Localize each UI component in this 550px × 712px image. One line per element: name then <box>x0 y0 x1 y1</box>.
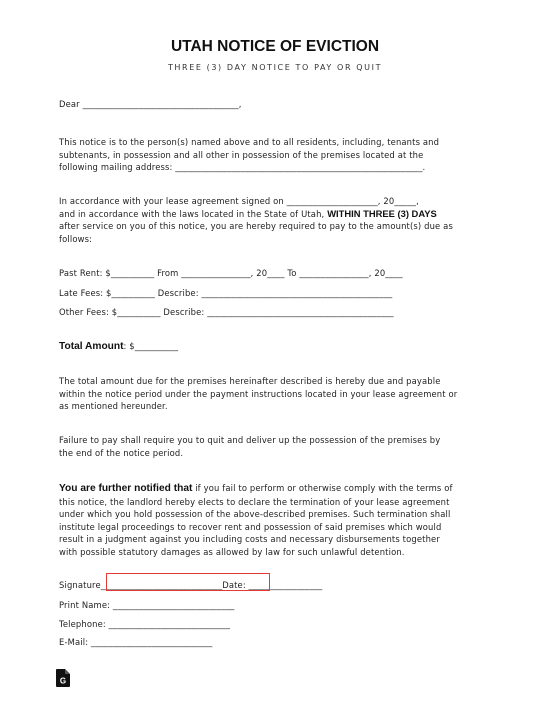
past-rent-line: Past Rent: $__________ From ________________, 20____ To ________________, 20____ <box>59 268 403 278</box>
further-line <box>59 482 499 496</box>
lease-line: In accordance with your lease agreement signed on _____________________, 20_____, <box>59 196 419 206</box>
svg-text:G: G <box>59 676 67 686</box>
print-name-line: Print Name: ____________________________ <box>59 600 235 610</box>
further-line: this notice, the landlord hereby elects to declare the termination of your lease agreement <box>59 496 450 507</box>
further-line: result in a judgment against you including costs and necessary disbursements together <box>59 534 440 545</box>
lease-line: follows: <box>59 233 93 244</box>
intro-line: This notice is to the person(s) named above and to all residents, including, tenants and <box>59 137 440 147</box>
total-amount-label: Total Amount <box>59 341 124 352</box>
lease-line <box>59 208 499 221</box>
intro-paragraph <box>59 136 499 174</box>
document-subtitle: THREE (3) DAY NOTICE TO PAY OR QUIT <box>167 63 383 72</box>
further-notified-emphasis: You are further notified that <box>59 483 193 494</box>
lease-paragraph <box>59 195 499 245</box>
other-fees-line: Other Fees: $__________ Describe: ___________________________________________ <box>59 307 394 317</box>
lease-line: after service on you of this notice, you are hereby required to pay to the amount(s) due as <box>59 221 453 232</box>
intro-line: following mailing address: _________________________________________________________. <box>59 162 426 173</box>
three-days-emphasis: WITHIN THREE (3) DAYS <box>327 207 437 219</box>
greeting-line: Dear ____________________________________, <box>59 99 242 109</box>
signature-field[interactable] <box>106 573 270 591</box>
lease-text: and in accordance with the laws located in the State of Utah, <box>59 208 328 219</box>
signature-blank: ____________________________ <box>100 580 223 590</box>
failure-line: Failure to pay shall require you to quit and deliver up the possession of the premises by <box>59 435 441 445</box>
intro-line: subtenants, in possession and all other in possession of the premises located at the <box>59 149 424 160</box>
total-due-line: within the notice period under the payment instructions located in your lease agreement or <box>59 388 458 399</box>
document-logo-icon <box>56 669 70 687</box>
total-due-line: as mentioned hereunder. <box>59 401 168 412</box>
failure-paragraph <box>59 434 499 459</box>
further-line: with possible statutory damages as allowed by law for such unlawful detention. <box>59 546 405 557</box>
date-field: Date: _________________ <box>222 580 323 590</box>
email-line: E-Mail: ____________________________ <box>59 637 213 647</box>
total-due-line: The total amount due for the premises hereinafter described is hereby due and payable <box>59 376 441 386</box>
total-amount-line <box>59 340 499 354</box>
further-line: institute legal proceedings to recover rent and possession of said premises which would <box>59 521 442 532</box>
total-due-paragraph <box>59 375 499 413</box>
late-fees-line: Late Fees: $__________ Describe: ____________________________________________ <box>59 288 393 298</box>
total-amount-value: : $__________ <box>123 341 179 351</box>
failure-line: the end of the notice period. <box>59 447 184 458</box>
signature-label: Signature <box>59 580 101 590</box>
further-text: if you fail to perform or otherwise comply with the terms of <box>192 483 453 493</box>
telephone-line: Telephone: ____________________________ <box>59 619 231 629</box>
further-line: under which you hold possession of the above-described premises. Such termination shall <box>59 509 451 520</box>
further-notice-paragraph <box>59 482 499 559</box>
document-title: UTAH NOTICE OF EVICTION <box>170 38 380 55</box>
